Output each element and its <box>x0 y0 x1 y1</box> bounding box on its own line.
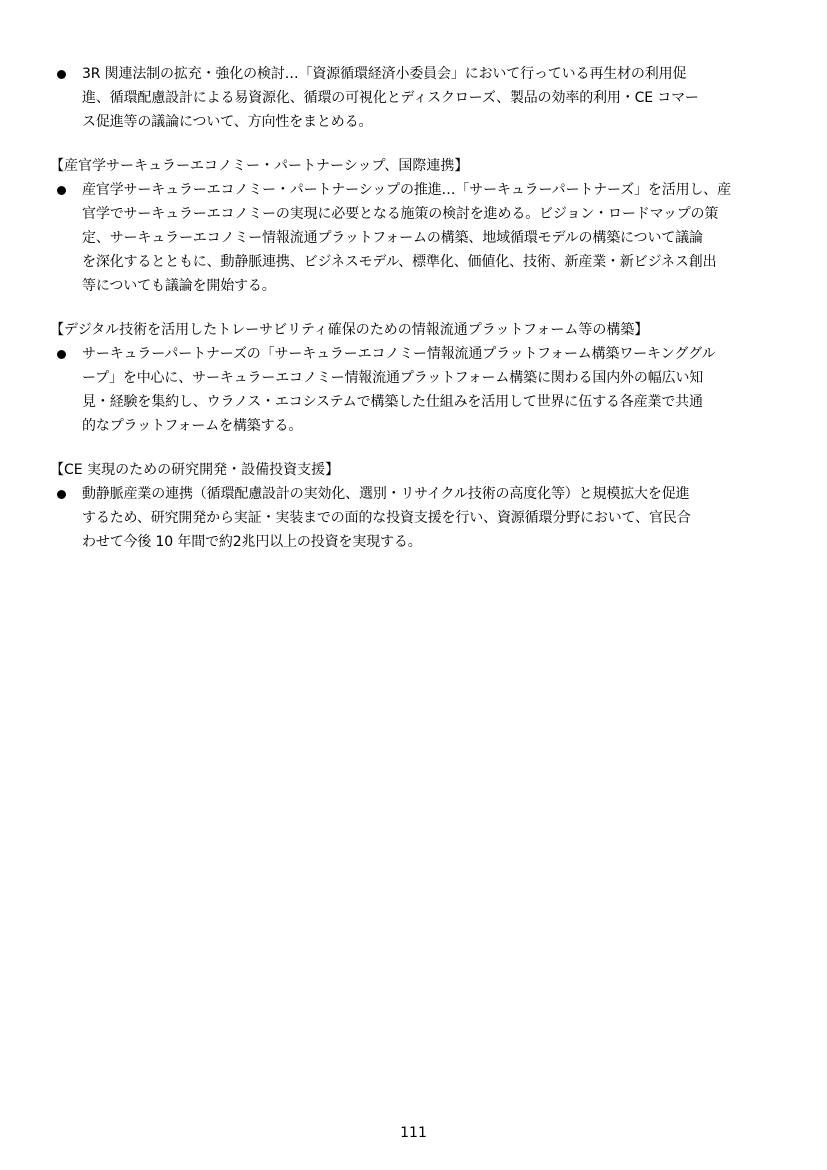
section-traceability-platform <box>50 318 775 438</box>
bullet-icon <box>57 490 66 499</box>
paragraph-line: 産官学サーキュラーエコノミー・パートナーシップの推進…「サーキュラーパートナーズ」を活用し、産 <box>82 182 731 198</box>
paragraph-line: 進、循環配慮設計による易資源化、循環の可視化とディスクローズ、製品の効率的利用・CE コマー <box>82 90 699 106</box>
paragraph-line: を深化するとともに、動静脈連携、ビジネスモデル、標準化、価値化、技術、新産業・新ビジネス創出 <box>82 254 717 270</box>
paragraph-line: ープ」を中心に、サーキュラーエコノミー情報流通プラットフォーム構築に関わる国内外の幅広い知 <box>82 370 704 386</box>
paragraph-line: 定、サーキュラーエコノミー情報流通プラットフォームの構築、地域循環モデルの構築について議論 <box>82 230 703 246</box>
paragraph-line: 官学でサーキュラーエコノミーの実現に必要となる施策の検討を進める。ビジョン・ロードマップの策 <box>82 206 719 222</box>
bullet-item <box>50 342 775 438</box>
section-heading: 【産官学サーキュラーエコノミー・パートナーシップ、国際連携】 <box>50 158 469 174</box>
paragraph-line: ス促進等の議論について、方向性をまとめる。 <box>82 114 373 130</box>
section-3r-legislation <box>50 62 775 134</box>
paragraph-line: 動静脈産業の連携（循環配慮設計の実効化、選別・リサイクル技術の高度化等）と規模拡大を促進 <box>82 486 690 502</box>
paragraph-line: 的なプラットフォームを構築する。 <box>82 418 303 434</box>
page-number: 111 <box>400 1125 427 1141</box>
section-rd-investment <box>50 458 775 554</box>
section-heading: 【デジタル技術を活用したトレーサビリティ確保のための情報流通プラットフォーム等の構築】 <box>50 322 649 338</box>
bullet-item <box>50 62 775 134</box>
bullet-icon <box>57 70 66 79</box>
paragraph-line: 見・経験を集約し、ウラノス・エコシステムで構築した仕組みを活用して世界に伍する各産業で共通 <box>82 394 703 410</box>
section-heading: 【CE 実現のための研究開発・設備投資支援】 <box>50 462 340 478</box>
document-body <box>50 62 775 574</box>
section-partnership <box>50 154 775 298</box>
paragraph-line: サーキュラーパートナーズの「サーキュラーエコノミー情報流通プラットフォーム構築ワーキンググル <box>82 346 716 362</box>
paragraph-line: 3R 関連法制の拡充・強化の検討…「資源循環経済小委員会」において行っている再生材の利用促 <box>82 66 687 82</box>
paragraph-line: わせて今後 10 年間で約2兆円以上の投資を実現する。 <box>82 534 422 550</box>
paragraph-line: するため、研究開発から実証・実装までの面的な投資支援を行い、資源循環分野において、官民合 <box>82 510 691 526</box>
bullet-item <box>50 178 775 298</box>
bullet-icon <box>57 186 66 195</box>
bullet-item <box>50 482 775 554</box>
paragraph-line: 等についても議論を開始する。 <box>82 278 276 294</box>
bullet-icon <box>57 350 66 359</box>
